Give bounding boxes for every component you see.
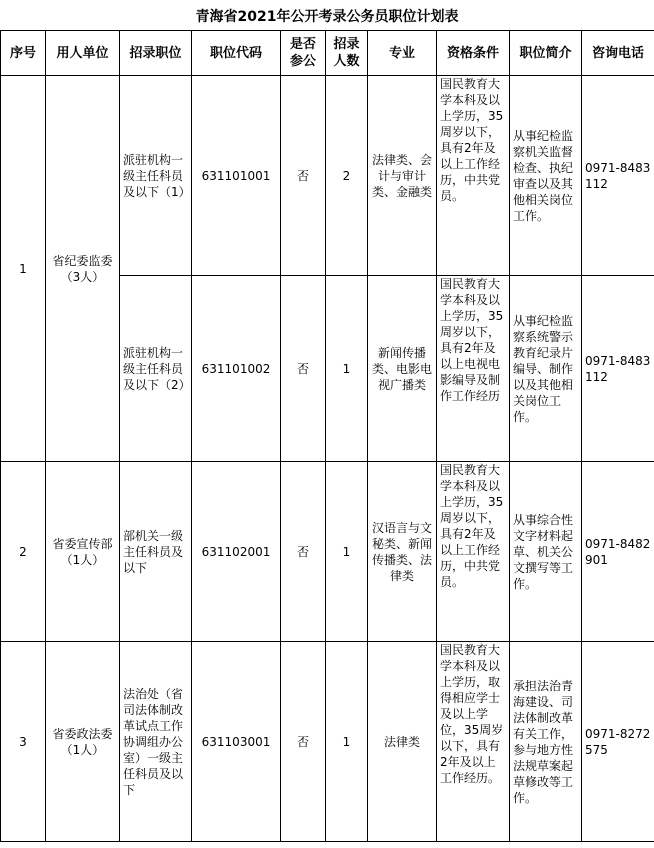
cell-position: 派驻机构一级主任科员及以下（2） xyxy=(120,276,192,462)
cell-major: 法律类 xyxy=(368,642,437,842)
cell-count: 1 xyxy=(326,642,368,842)
cell-code: 631101002 xyxy=(192,276,281,462)
cell-qualification: 国民教育大学本科及以上学历，35周岁以下，具有2年及以上工作经历，中共党员。 xyxy=(437,76,510,276)
table-row xyxy=(1,76,654,276)
cell-code: 631103001 xyxy=(192,642,281,842)
cell-seq: 3 xyxy=(1,642,46,842)
cell-phone: 0971-8483112 xyxy=(582,76,654,276)
position-plan-table xyxy=(0,30,654,842)
header-intro: 职位简介 xyxy=(510,31,582,76)
cell-civil: 否 xyxy=(281,462,326,642)
cell-civil: 否 xyxy=(281,276,326,462)
cell-count: 1 xyxy=(326,462,368,642)
header-qualification: 资格条件 xyxy=(437,31,510,76)
cell-phone: 0971-8272575 xyxy=(582,642,654,842)
cell-unit: 省委宣传部（1人） xyxy=(46,462,120,642)
cell-phone: 0971-8482901 xyxy=(582,462,654,642)
header-code: 职位代码 xyxy=(192,31,281,76)
cell-intro: 从事纪检监察系统警示教育纪录片编导、制作以及其他相关岗位工作。 xyxy=(510,276,582,462)
table-row xyxy=(1,642,654,842)
cell-count: 2 xyxy=(326,76,368,276)
cell-unit: 省委政法委（1人） xyxy=(46,642,120,842)
header-seq: 序号 xyxy=(1,31,46,76)
header-recruit-count: 招录 人数 xyxy=(326,31,368,76)
cell-intro: 承担法治青海建设、司法体制改革有关工作，参与地方性法规草案起草修改等工作。 xyxy=(510,642,582,842)
cell-seq: 1 xyxy=(1,76,46,462)
cell-position: 部机关一级主任科员及以下 xyxy=(120,462,192,642)
cell-major: 汉语言与文秘类、新闻传播类、法律类 xyxy=(368,462,437,642)
cell-code: 631101001 xyxy=(192,76,281,276)
page-title: 青海省2021年公开考录公务员职位计划表 xyxy=(195,9,459,25)
cell-unit: 省纪委监委（3人） xyxy=(46,76,120,462)
header-position: 招录职位 xyxy=(120,31,192,76)
cell-count: 1 xyxy=(326,276,368,462)
cell-qualification: 国民教育大学本科及以上学历，35周岁以下，具有2年及以上电视电影编导及制作工作经历 xyxy=(437,276,510,462)
cell-civil: 否 xyxy=(281,642,326,842)
cell-major: 法律类、会计与审计类、金融类 xyxy=(368,76,437,276)
cell-civil: 否 xyxy=(281,76,326,276)
header-civil-servant: 是否 参公 xyxy=(281,31,326,76)
cell-phone: 0971-8483112 xyxy=(582,276,654,462)
cell-code: 631102001 xyxy=(192,462,281,642)
cell-seq: 2 xyxy=(1,462,46,642)
cell-position: 法治处（省司法体制改革试点工作协调组办公室）一级主任科员及以下 xyxy=(120,642,192,842)
cell-position: 派驻机构一级主任科员及以下（1） xyxy=(120,76,192,276)
cell-qualification: 国民教育大学本科及以上学历，取得相应学士及以上学位，35周岁以下，具有2年及以上工作经历。 xyxy=(437,642,510,842)
table-row xyxy=(1,462,654,642)
header-major: 专业 xyxy=(368,31,437,76)
cell-intro: 从事综合性文字材料起草、机关公文撰写等工作。 xyxy=(510,462,582,642)
cell-major: 新闻传播类、电影电视广播类 xyxy=(368,276,437,462)
header-unit: 用人单位 xyxy=(46,31,120,76)
cell-qualification: 国民教育大学本科及以上学历，35周岁以下，具有2年及以上工作经历，中共党员。 xyxy=(437,462,510,642)
table-header-row xyxy=(1,31,654,76)
cell-intro: 从事纪检监察机关监督检查、执纪审查以及其他相关岗位工作。 xyxy=(510,76,582,276)
header-phone: 咨询电话 xyxy=(582,31,654,76)
